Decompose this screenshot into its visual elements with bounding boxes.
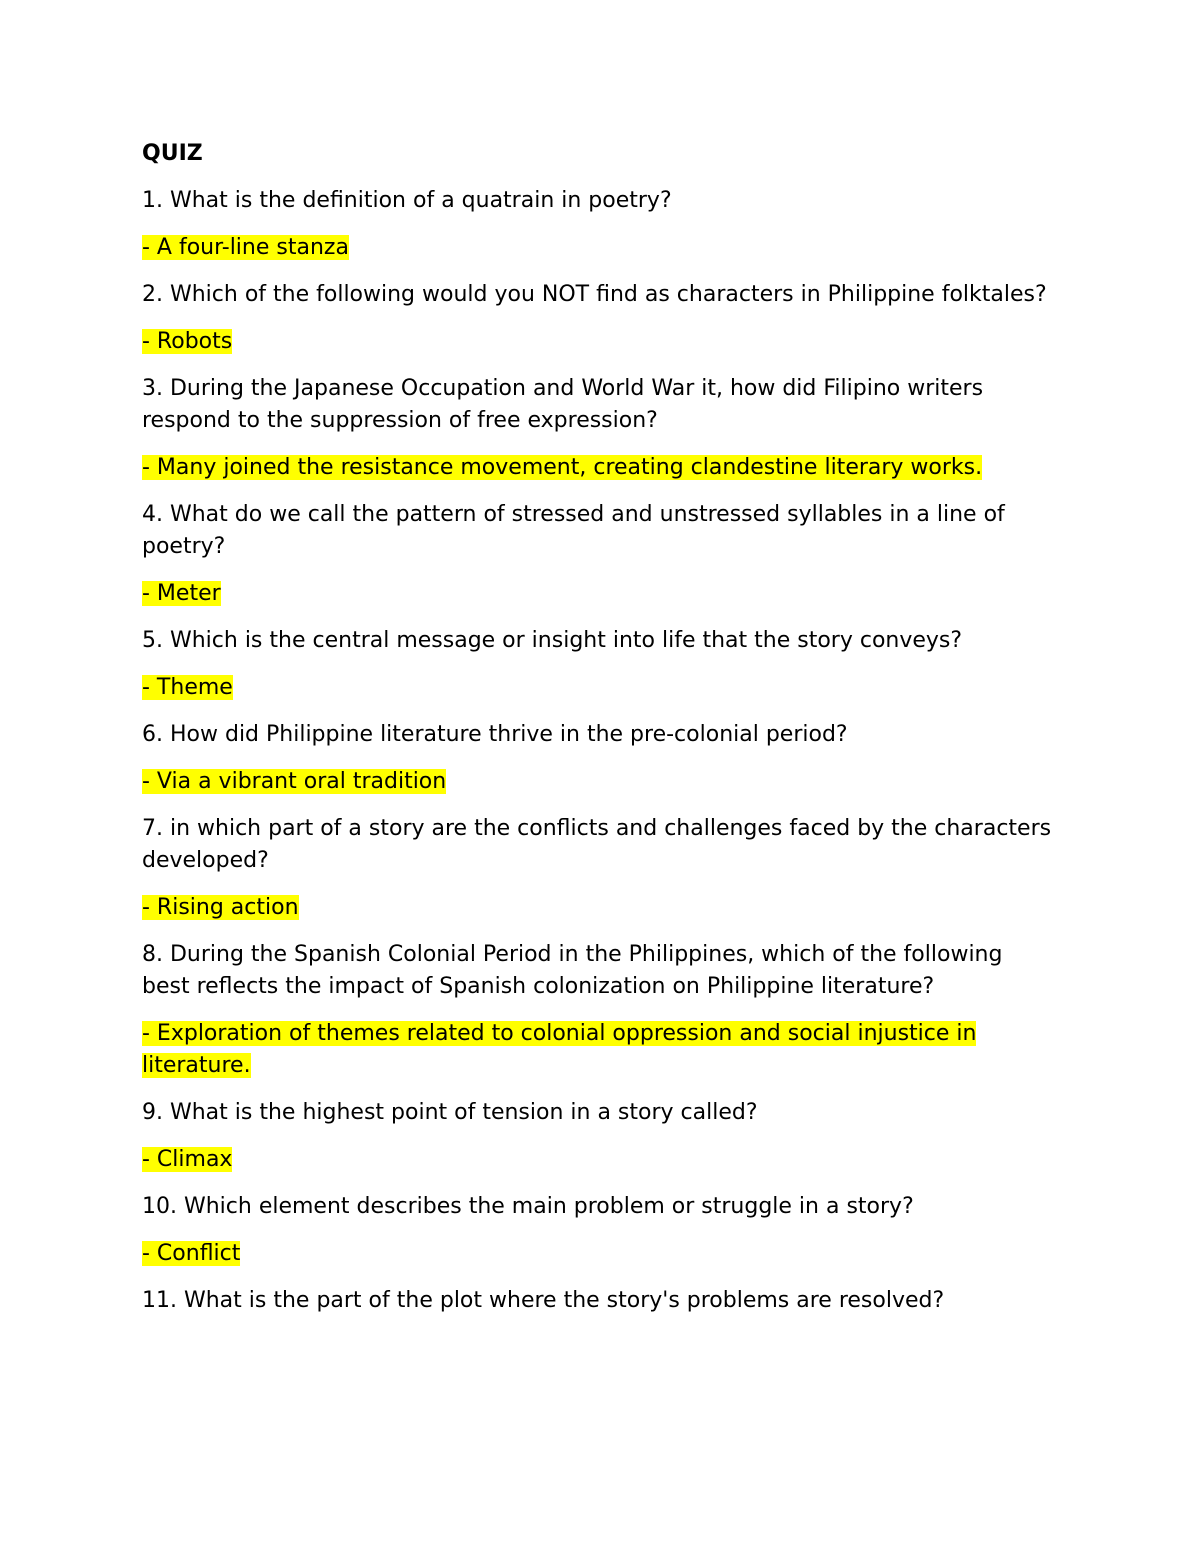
answer-1-block (142, 232, 1052, 264)
question-6: 6. How did Philippine literature thrive in the pre-colonial period? (142, 722, 848, 747)
question-9: 9. What is the highest point of tension in a story called? (142, 1100, 758, 1125)
answer-4: - Meter (142, 581, 221, 606)
quiz-title: QUIZ (142, 141, 203, 166)
answer-7-block (142, 892, 1052, 924)
question-4: 4. What do we call the pattern of stressed and unstressed syllables in a line of poetry? (142, 502, 1005, 559)
question-2: 2. Which of the following would you NOT find as characters in Philippine folktales? (142, 282, 1047, 307)
answer-2-block (142, 326, 1052, 358)
question-5: 5. Which is the central message or insight into life that the story conveys? (142, 628, 963, 653)
answer-1: - A four-line stanza (142, 235, 349, 260)
answer-5: - Theme (142, 675, 233, 700)
answer-4-block (142, 578, 1052, 610)
answer-10-block (142, 1238, 1052, 1270)
answer-8-block (142, 1018, 1052, 1082)
answer-3: - Many joined the resistance movement, creating clandestine literary works. (142, 455, 983, 480)
answer-7: - Rising action (142, 895, 299, 920)
answer-10: - Conflict (142, 1241, 241, 1266)
answer-9: - Climax (142, 1147, 233, 1172)
answer-5-block (142, 672, 1052, 704)
question-8: 8. During the Spanish Colonial Period in the Philippines, which of the following best reflects the impact of Spanish colonization on Philippine literature? (142, 942, 1003, 999)
answer-9-block (142, 1144, 1052, 1176)
answer-6: - Via a vibrant oral tradition (142, 769, 447, 794)
answer-8: - Exploration of themes related to colonial oppression and social injustice in literature. (142, 1021, 977, 1078)
question-7: 7. in which part of a story are the conflicts and challenges faced by the characters developed? (142, 816, 1052, 873)
question-11: 11. What is the part of the plot where the story's problems are resolved? (142, 1288, 945, 1313)
document-body (142, 138, 1052, 1332)
answer-3-block (142, 452, 1052, 484)
answer-6-block (142, 766, 1052, 798)
question-3: 3. During the Japanese Occupation and World War it, how did Filipino writers respond to the suppression of free expression? (142, 376, 984, 433)
question-10: 10. Which element describes the main problem or struggle in a story? (142, 1194, 914, 1219)
question-1: 1. What is the definition of a quatrain in poetry? (142, 188, 672, 213)
answer-2: - Robots (142, 329, 233, 354)
